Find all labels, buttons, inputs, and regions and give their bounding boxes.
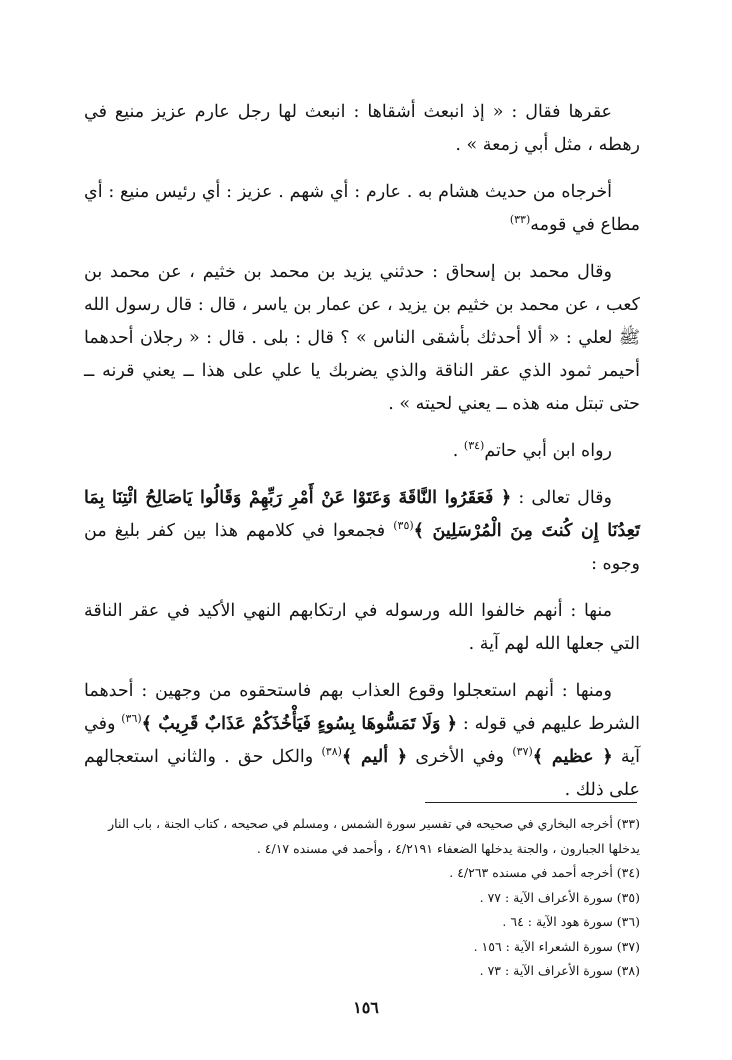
paragraph-7-text-c: وفي الأخرى: [407, 747, 513, 767]
paragraph-3-text: وقال محمد بن إسحاق : حدثني يزيد بن محمد بن خثيم ، عن محمد بن كعب ، عن محمد بن خثيم بن يزيد ، عن عمار بن ياسر ، قال : قال رسول الله ﷺ لعلي : « ألا أحدثك بأشقى الناس » ؟ قال : بلى . قال : « رجلان أحدهما أحيمر ثمود الذي عقر الناقة والذي يضربك يا علي على هذا ــ يعني قرنه ــ حتى تبتل منه هذه ــ يعني لحيته » .: [84, 262, 640, 414]
paragraph-5-text: وقال تعالى :: [511, 488, 612, 508]
main-text: [84, 96, 640, 821]
footnotes: [84, 812, 640, 984]
paragraph-7-text: ومنها : أنهم استعجلوا وقوع العذاب بهم فاستحقوه من وجهين : أحدهما الشرط عليهم في قوله :: [84, 681, 640, 734]
paragraph-4-tail: .: [452, 441, 464, 461]
paragraph-3: [84, 256, 640, 421]
footnote-separator: [425, 802, 637, 803]
paragraph-2: [84, 176, 640, 242]
footnote-ref-36[interactable]: (٣٦): [121, 712, 142, 726]
footnote-33: (٣٣) أخرجه البخاري في صحيحه في تفسير سورة الشمس ، ومسلم في صحيحه ، كتاب الجنة ، باب النار يدخلها الجبارون ، والجنة يدخلها الضعفاء ٤/٢١٩١ ، وأحمد في مسنده ٤/١٧ .: [108, 816, 640, 856]
paragraph-5: [84, 482, 640, 581]
footnote-37: (٣٧) سورة الشعراء الآية : ١٥٦ .: [473, 938, 640, 954]
footnote-ref-35[interactable]: (٣٥): [393, 519, 414, 533]
footnote-35: (٣٥) سورة الأعراف الآية : ٧٧ .: [479, 889, 640, 905]
paragraph-6-text: منها : أنهم خالفوا الله ورسوله في ارتكابهم النهي الأكيد في عقر الناقة التي جعلها الله لهم آية .: [84, 601, 640, 654]
paragraph-7: [84, 675, 640, 807]
footnote-ref-38[interactable]: (٣٨): [321, 745, 342, 759]
footnote-36: (٣٦) سورة هود الآية : ٦٤ .: [502, 914, 640, 929]
paragraph-2-text: أخرجاه من حديث هشام به . عارم : أي شهم . عزيز : أي رئيس منيع : أي مطاع في قومه: [84, 182, 640, 235]
footnote-34: (٣٤) أخرجه أحمد في مسنده ٤/٢٦٣ .: [449, 865, 640, 880]
page-number: ١٥٦: [353, 998, 379, 1017]
quran-verse: ﴿ فَعَقَرُوا النَّاقَةَ وَعَتَوْا عَنْ أَمْرِ رَبِّهِمْ وَقَالُوا يَاصَالِحُ ائْتِنَا بِمَا تَعِدُنَا إِن كُنتَ مِنَ الْمُرْسَلِينَ ﴾: [84, 488, 640, 541]
quran-word: ﴿ عظيم ﴾: [532, 747, 613, 767]
paragraph-6: [84, 595, 640, 661]
paragraph-7-text-b: وفي آية: [84, 714, 640, 767]
paragraph-7-text-d: والكل حق . والثاني استعجالهم على ذلك .: [84, 747, 640, 800]
paragraph-4: [84, 435, 640, 468]
quran-word: ﴿ أليم ﴾: [341, 747, 408, 767]
footnote-ref-34[interactable]: (٣٤): [463, 439, 485, 453]
footnote-ref-37[interactable]: (٣٧): [512, 745, 533, 759]
paragraph-4-text: رواه ابن أبي حاتم: [484, 441, 612, 461]
footnote-38: (٣٨) سورة الأعراف الآية : ٧٣ .: [479, 963, 640, 978]
quran-verse: ﴿ وَلَا تَمَسُّوهَا بِسُوءٍ فَيَأْخُذَكُمْ عَذَابٌ قَرِيبٌ ﴾: [141, 714, 458, 734]
footnote-ref-33[interactable]: (٣٣): [509, 213, 531, 227]
paragraph-5-tail: فجمعوا في كلامهم هذا بين كفر بليغ من وجوه :: [84, 521, 640, 574]
paragraph-1-text: عقرها فقال : « إذ انبعث أشقاها : انبعث لها رجل عارم عزيز منيع في رهطه ، مثل أبي زمعة » .: [84, 102, 640, 155]
paragraph-1: [84, 96, 640, 162]
